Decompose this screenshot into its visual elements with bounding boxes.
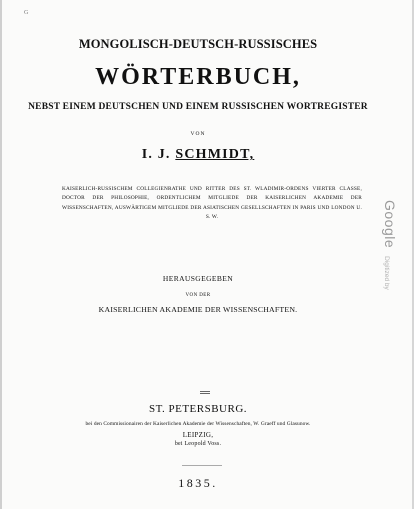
academy-name: KAISERLICHEN AKADEMIE DER WISSENSCHAFTEN. bbox=[98, 305, 298, 314]
watermark-brand: Google bbox=[382, 200, 398, 249]
google-watermark bbox=[380, 200, 398, 290]
commission-line: bei den Commissionairen der Kaiserlichen Akademie der Wissenschaften, W. Graeff und Glasunow. bbox=[85, 421, 311, 427]
title-subtitle: NEBST EINEM DEUTSCHEN UND EINEM RUSSISCHEN WORTREGISTER bbox=[28, 102, 368, 112]
published-label: HERAUSGEGEBEN bbox=[162, 274, 234, 283]
second-publisher: bei Leopold Voss. bbox=[174, 441, 222, 447]
divider-rule-2 bbox=[182, 465, 222, 466]
watermark-sub: Digitized by bbox=[383, 256, 390, 290]
corner-mark: G bbox=[24, 10, 29, 16]
author-credentials: KAISERLICH-RUSSISCHEM COLLEGIENRATHE UND RITTER DES ST. WLADIMIR-ORDENS VIERTER CLASSE, DOCTOR DER PHILOSOPHIE, ORDENTLICHEM MITGLIEDE DER KAISERLICHEN AKADEMIE DER WISSENSCHAFTEN, AUSWÄRTIGEM MITGLIEDE DER ASIATISCHEN GESELLSCHAFTEN IN PARIS UND LONDON U. S. W. bbox=[62, 186, 362, 221]
author-name: SCHMIDT, bbox=[175, 147, 255, 162]
from-label: VON DER bbox=[185, 293, 211, 298]
divider-rule bbox=[200, 391, 210, 394]
by-label: VON bbox=[190, 131, 206, 137]
title-main: WÖRTERBUCH, bbox=[95, 64, 301, 90]
author bbox=[2, 147, 394, 163]
title-line-1: MONGOLISCH-DEUTSCH-RUSSISCHES bbox=[78, 37, 318, 51]
author-initials: I. J. bbox=[141, 147, 171, 162]
city-name: ST. PETERSBURG. bbox=[148, 403, 248, 415]
publication-year: 1835. bbox=[178, 476, 218, 490]
second-city: LEIPZIG, bbox=[182, 431, 214, 439]
